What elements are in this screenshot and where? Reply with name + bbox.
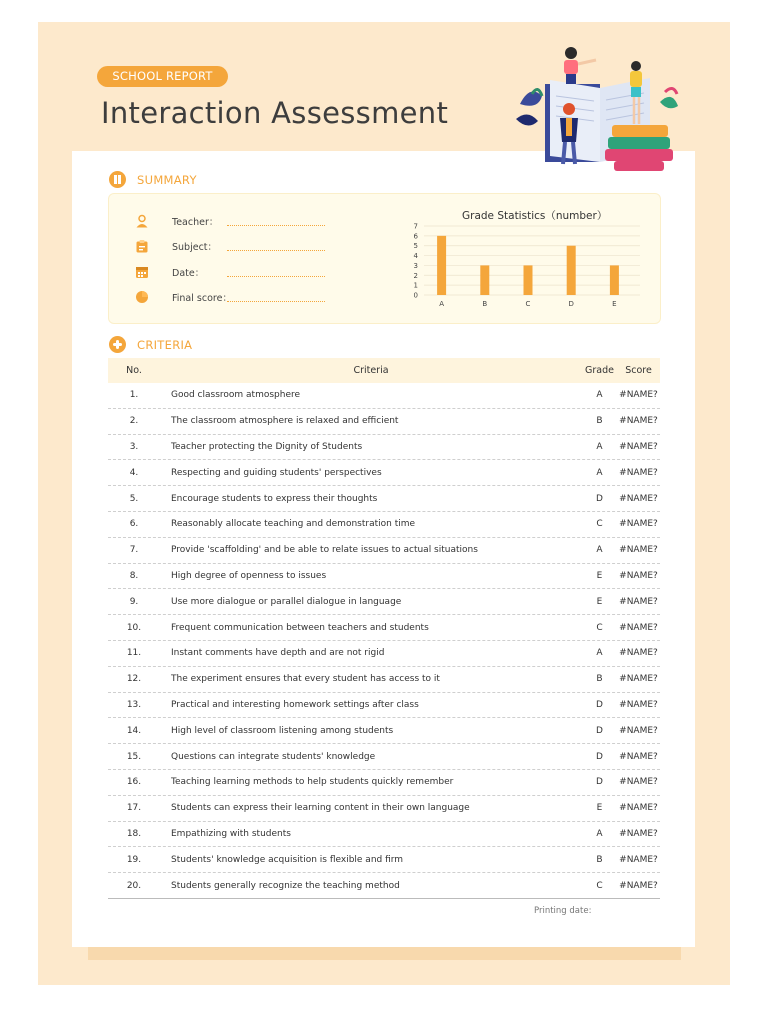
row-score: #NAME? [619, 519, 658, 530]
y-tick-label: 0 [413, 291, 418, 300]
row-criteria: Questions can integrate students' knowledge [171, 751, 376, 762]
summary-heading-label: SUMMARY [137, 172, 197, 187]
row-score: #NAME? [619, 596, 658, 607]
pie-chart-icon [135, 290, 149, 304]
row-grade: A [596, 441, 603, 452]
row-score: #NAME? [619, 467, 658, 478]
table-row [108, 486, 660, 512]
y-tick-label: 3 [413, 261, 418, 270]
row-grade: D [596, 699, 603, 710]
final-score-label: Final score： [172, 293, 232, 304]
criteria-table [108, 358, 660, 899]
row-number: 7. [129, 545, 139, 556]
row-score: #NAME? [619, 545, 658, 556]
row-score: #NAME? [619, 828, 658, 839]
row-criteria: Practical and interesting homework settings after class [171, 699, 419, 710]
row-number: 18. [126, 828, 142, 839]
row-grade: A [596, 828, 603, 839]
row-score: #NAME? [619, 674, 658, 685]
row-grade: B [596, 416, 603, 427]
teacher-field [135, 212, 325, 230]
row-number: 6. [129, 519, 139, 530]
row-grade: E [596, 803, 603, 814]
row-grade: C [596, 519, 603, 530]
teacher-icon [135, 214, 149, 228]
row-number: 2. [129, 416, 139, 427]
y-tick-label: 5 [413, 242, 418, 251]
y-tick-label: 2 [413, 271, 418, 280]
col-header-score: Score [625, 365, 652, 376]
row-grade: A [596, 648, 603, 659]
row-criteria: The experiment ensures that every student has access to it [171, 674, 440, 685]
row-grade: E [596, 596, 603, 607]
col-header-criteria: Criteria [353, 365, 389, 376]
table-row [108, 770, 660, 796]
grid-icon [109, 171, 126, 188]
row-score: #NAME? [619, 803, 658, 814]
clipboard-icon [135, 239, 149, 253]
x-tick-label: D [568, 300, 574, 308]
criteria-heading [109, 336, 192, 353]
subject-value-line [227, 241, 325, 251]
row-score: #NAME? [619, 570, 658, 581]
row-score: #NAME? [619, 493, 658, 504]
row-criteria: High level of classroom listening among students [171, 725, 394, 736]
bar-E [610, 265, 619, 295]
row-criteria: Frequent communication between teachers and students [171, 622, 429, 633]
row-number: 10. [126, 622, 142, 633]
date-field [135, 263, 325, 281]
students-books-illustration [510, 44, 690, 179]
row-number: 14. [126, 725, 142, 736]
table-row [108, 744, 660, 770]
table-row [108, 822, 660, 848]
row-criteria: High degree of openness to issues [171, 570, 327, 581]
table-row [108, 512, 660, 538]
teacher-value-line [227, 216, 325, 226]
y-tick-label: 4 [413, 252, 418, 261]
row-score: #NAME? [619, 622, 658, 633]
table-row [108, 564, 660, 590]
row-score: #NAME? [619, 441, 658, 452]
row-score: #NAME? [619, 699, 658, 710]
table-row [108, 383, 660, 409]
table-row [108, 693, 660, 719]
table-row [108, 641, 660, 667]
subject-field [135, 237, 325, 255]
row-number: 13. [126, 699, 142, 710]
row-criteria: Encourage students to express their thoughts [171, 493, 378, 504]
row-score: #NAME? [619, 751, 658, 762]
row-criteria: Empathizing with students [171, 828, 291, 839]
table-row [108, 667, 660, 693]
row-grade: D [596, 751, 603, 762]
row-grade: A [596, 467, 603, 478]
row-number: 16. [126, 777, 142, 788]
bar-A [437, 236, 446, 295]
row-criteria: Teaching learning methods to help students quickly remember [171, 777, 454, 788]
x-tick-label: E [612, 300, 617, 308]
row-grade: C [596, 622, 603, 633]
row-criteria: Students' knowledge acquisition is flexible and firm [171, 854, 404, 865]
row-number: 17. [126, 803, 142, 814]
row-number: 4. [129, 467, 139, 478]
row-grade: B [596, 674, 603, 685]
row-number: 3. [129, 441, 139, 452]
criteria-heading-label: CRITERIA [137, 337, 193, 352]
row-criteria: Provide 'scaffolding' and be able to relate issues to actual situations [171, 545, 478, 556]
printing-date-label: Printing date: [534, 906, 592, 916]
row-score: #NAME? [619, 390, 658, 401]
row-criteria: Students can express their learning content in their own language [171, 803, 470, 814]
table-row [108, 615, 660, 641]
bar-D [567, 246, 576, 295]
row-number: 12. [126, 674, 142, 685]
bar-B [480, 265, 489, 295]
table-row [108, 435, 660, 461]
row-grade: B [596, 854, 603, 865]
row-criteria: Reasonably allocate teaching and demonstration time [171, 519, 416, 530]
row-grade: D [596, 725, 603, 736]
row-number: 11. [126, 648, 142, 659]
row-criteria: Instant comments have depth and are not rigid [171, 648, 385, 659]
final-score-field [135, 288, 325, 306]
summary-panel [108, 193, 661, 324]
table-row [108, 847, 660, 873]
date-value-line [227, 267, 325, 277]
y-tick-label: 6 [413, 232, 418, 241]
summary-heading [109, 171, 197, 188]
row-number: 8. [129, 570, 139, 581]
row-criteria: Teacher protecting the Dignity of Students [171, 441, 363, 452]
y-tick-label: 7 [413, 222, 418, 231]
row-criteria: Students generally recognize the teaching method [171, 880, 400, 891]
calendar-icon [135, 265, 149, 279]
table-row [108, 409, 660, 435]
table-row [108, 460, 660, 486]
final-score-value-line [227, 292, 325, 302]
row-score: #NAME? [619, 648, 658, 659]
col-header-grade: Grade [585, 365, 614, 376]
row-grade: A [596, 390, 603, 401]
bar-C [524, 265, 533, 295]
criteria-table-header [108, 358, 660, 383]
row-criteria: The classroom atmosphere is relaxed and efficient [171, 416, 399, 427]
row-criteria: Use more dialogue or parallel dialogue in language [171, 596, 402, 607]
row-number: 9. [129, 596, 139, 607]
x-tick-label: C [525, 300, 531, 308]
chart-title: Grade Statistics（number） [462, 210, 608, 222]
table-row [108, 589, 660, 615]
row-grade: A [596, 545, 603, 556]
date-label: Date： [172, 268, 205, 279]
col-header-no: No. [126, 365, 142, 376]
x-tick-label: A [439, 300, 444, 308]
row-grade: C [596, 880, 603, 891]
criteria-rows [108, 383, 660, 899]
row-score: #NAME? [619, 880, 658, 891]
row-number: 15. [126, 751, 142, 762]
table-row [108, 718, 660, 744]
row-number: 1. [129, 390, 139, 401]
page-title: Interaction Assessment [101, 96, 449, 130]
table-row [108, 538, 660, 564]
row-score: #NAME? [619, 416, 658, 427]
teacher-label: Teacher： [172, 217, 219, 228]
row-number: 20. [126, 880, 142, 891]
row-score: #NAME? [619, 854, 658, 865]
row-criteria: Respecting and guiding students' perspectives [171, 467, 382, 478]
row-grade: D [596, 777, 603, 788]
row-score: #NAME? [619, 725, 658, 736]
row-grade: D [596, 493, 603, 504]
row-criteria: Good classroom atmosphere [171, 390, 301, 401]
row-score: #NAME? [619, 777, 658, 788]
row-number: 19. [126, 854, 142, 865]
table-row [108, 873, 660, 899]
y-tick-label: 1 [413, 281, 418, 290]
row-number: 5. [129, 493, 139, 504]
subject-label: Subject： [172, 242, 218, 253]
table-row [108, 796, 660, 822]
x-tick-label: B [482, 300, 488, 308]
row-grade: E [596, 570, 603, 581]
grade-statistics-chart [404, 222, 649, 314]
gear-icon [109, 336, 126, 353]
school-report-badge: SCHOOL REPORT [97, 66, 228, 87]
